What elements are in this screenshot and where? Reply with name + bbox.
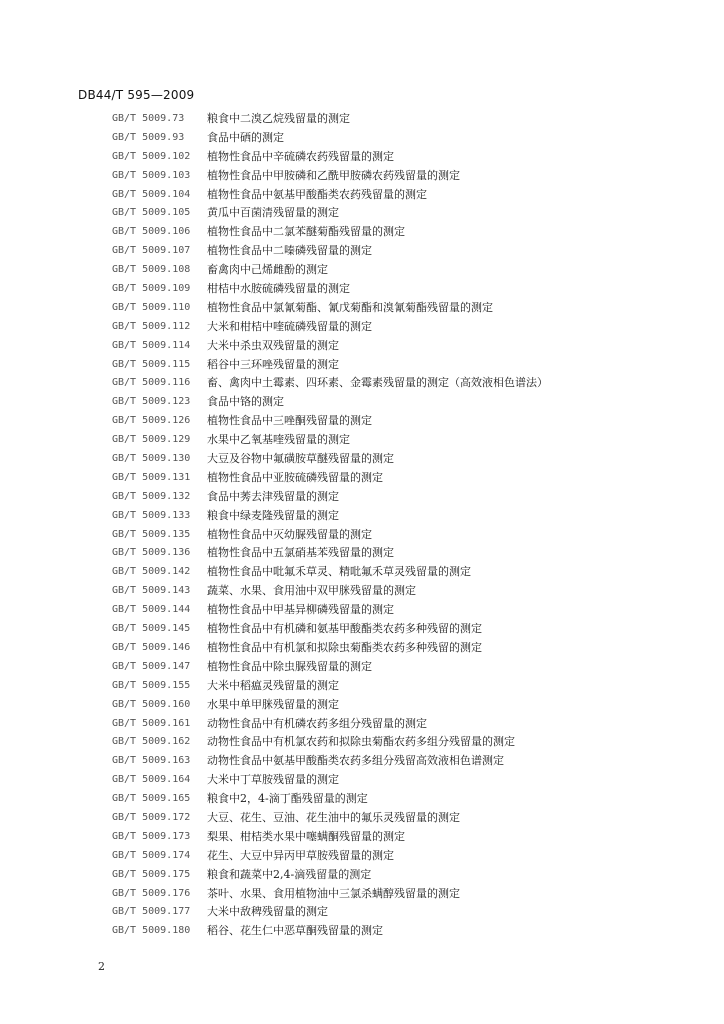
standard-item	[112, 186, 712, 205]
standard-item	[112, 771, 712, 790]
standard-item	[112, 412, 712, 431]
standard-item	[112, 337, 712, 356]
standard-item	[112, 129, 712, 148]
standard-title: 植物性食品中氨基甲酸酯类农药残留量的测定	[207, 187, 427, 201]
standard-item	[112, 280, 712, 299]
standard-code: GB/T 5009.135	[112, 528, 191, 540]
standard-title: 粮食和蔬菜中2,4-滴残留量的测定	[207, 867, 372, 881]
standard-item	[112, 299, 712, 318]
standard-code: GB/T 5009.162	[112, 736, 191, 748]
standard-code: GB/T 5009.73	[112, 113, 185, 124]
standard-code: GB/T 5009.164	[112, 774, 191, 786]
standard-title: 水果中单甲脒残留量的测定	[207, 697, 339, 711]
standard-code: GB/T 5009.114	[112, 339, 191, 351]
standard-title: 畜、禽肉中土霉素、四环素、金霉素残留量的测定（高效液相色谱法）	[207, 376, 548, 390]
standard-title: 大米中敌稗残留量的测定	[207, 905, 328, 919]
standard-title: 黄瓜中百菌清残留量的测定	[207, 206, 339, 220]
standard-code: GB/T 5009.155	[112, 679, 191, 691]
document-code-header: DB44/T 595—2009	[78, 88, 195, 102]
standard-code: GB/T 5009.143	[112, 585, 191, 597]
standard-code: GB/T 5009.146	[112, 641, 191, 653]
standard-code: GB/T 5009.176	[112, 887, 191, 899]
standard-code: GB/T 5009.105	[112, 207, 191, 219]
standard-title: 植物性食品中甲胺磷和乙酰甲胺磷农药残留量的测定	[207, 168, 460, 182]
standard-item	[112, 374, 712, 393]
standard-item	[112, 620, 712, 639]
standard-item	[112, 544, 712, 563]
standard-item	[112, 356, 712, 375]
standard-code: GB/T 5009.108	[112, 264, 191, 276]
standard-title: 植物性食品中二嗪磷残留量的测定	[207, 244, 372, 258]
standard-item	[112, 828, 712, 847]
standard-item	[112, 715, 712, 734]
standard-item	[112, 148, 712, 167]
standard-title: 蔬菜、水果、食用油中双甲脒残留量的测定	[207, 584, 416, 598]
standard-code: GB/T 5009.109	[112, 283, 191, 295]
standard-title: 食品中硒的测定	[207, 130, 284, 144]
standard-title: 植物性食品中氯氰菊酯、氰戊菊酯和溴氰菊酯残留量的测定	[207, 300, 493, 314]
standard-code: GB/T 5009.129	[112, 434, 191, 446]
standard-item	[112, 847, 712, 866]
standard-code: GB/T 5009.106	[112, 226, 191, 238]
standard-title: 大豆、花生、豆油、花生油中的氟乐灵残留量的测定	[207, 810, 460, 824]
standard-code: GB/T 5009.147	[112, 660, 191, 672]
standard-title: 粮食中绿麦隆残留量的测定	[207, 508, 339, 522]
standard-code: GB/T 5009.163	[112, 755, 191, 767]
standard-title: 梨果、柑桔类水果中噻螨酮残留量的测定	[207, 829, 405, 843]
standard-item	[112, 903, 712, 922]
standard-code: GB/T 5009.133	[112, 509, 191, 521]
standard-title: 食品中莠去津残留量的测定	[207, 489, 339, 503]
standard-item	[112, 639, 712, 658]
standard-item	[112, 922, 712, 941]
standard-item	[112, 790, 712, 809]
standard-code: GB/T 5009.102	[112, 150, 191, 162]
standard-item	[112, 318, 712, 337]
standard-title: 大米和柑桔中喹硫磷残留量的测定	[207, 319, 372, 333]
standard-item	[112, 450, 712, 469]
standard-item	[112, 488, 712, 507]
standard-title: 大米中丁草胺残留量的测定	[207, 773, 339, 787]
standard-item	[112, 809, 712, 828]
standard-code: GB/T 5009.93	[112, 131, 185, 143]
standard-title: 植物性食品中辛硫磷农药残留量的测定	[207, 149, 394, 163]
standard-title: 花生、大豆中异丙甲草胺残留量的测定	[207, 848, 394, 862]
standard-code: GB/T 5009.116	[112, 377, 191, 389]
standard-title: 动物性食品中有机磷农药多组分残留量的测定	[207, 716, 427, 730]
standard-item	[112, 677, 712, 696]
standard-title: 植物性食品中二氯苯醚菊酯残留量的测定	[207, 225, 405, 239]
standard-code: GB/T 5009.160	[112, 698, 191, 710]
standard-code: GB/T 5009.107	[112, 245, 191, 257]
standard-code: GB/T 5009.112	[112, 320, 191, 332]
standard-item	[112, 696, 712, 715]
standard-title: 稻谷、花生仁中恶草酮残留量的测定	[207, 924, 383, 938]
standard-item	[112, 223, 712, 242]
standard-title: 植物性食品中三唑酮残留量的测定	[207, 414, 372, 428]
standard-title: 茶叶、水果、食用植物油中三氯杀螨醇残留量的测定	[207, 886, 460, 900]
standard-item	[112, 658, 712, 677]
standard-title: 植物性食品中有机磷和氨基甲酸酯类农药多种残留的测定	[207, 622, 482, 636]
standard-code: GB/T 5009.103	[112, 169, 191, 181]
standard-item	[112, 110, 712, 129]
standard-title: 植物性食品中五氯硝基苯残留量的测定	[207, 546, 394, 560]
standard-title: 粮食中2，4-滴丁酯残留量的测定	[207, 792, 368, 806]
standard-item	[112, 204, 712, 223]
standard-title: 植物性食品中吡氟禾草灵、精吡氟禾草灵残留量的测定	[207, 565, 471, 579]
standard-title: 动物性食品中有机氯农药和拟除虫菊酯农药多组分残留量的测定	[207, 735, 515, 749]
standards-list	[112, 110, 712, 941]
standard-code: GB/T 5009.123	[112, 396, 191, 408]
standard-item	[112, 582, 712, 601]
page-number: 2	[98, 960, 105, 973]
standard-title: 植物性食品中甲基异柳磷残留量的测定	[207, 603, 394, 617]
standard-code: GB/T 5009.110	[112, 301, 191, 313]
standard-item	[112, 393, 712, 412]
standard-title: 柑桔中水胺硫磷残留量的测定	[207, 282, 350, 296]
standard-code: GB/T 5009.144	[112, 604, 191, 616]
standard-title: 粮食中二溴乙烷残留量的测定	[207, 112, 350, 125]
standard-code: GB/T 5009.145	[112, 623, 191, 635]
standard-title: 大豆及谷物中氟磺胺草醚残留量的测定	[207, 452, 394, 466]
standard-item	[112, 563, 712, 582]
standard-title: 植物性食品中有机氯和拟除虫菊酯类农药多种残留的测定	[207, 640, 482, 654]
standard-code: GB/T 5009.104	[112, 188, 191, 200]
standard-item	[112, 431, 712, 450]
standard-title: 动物性食品中氨基甲酸酯类农药多组分残留高效液相色谱测定	[207, 754, 504, 768]
standard-title: 畜禽肉中己烯雌酚的测定	[207, 263, 328, 277]
standard-title: 植物性食品中除虫脲残留量的测定	[207, 659, 372, 673]
standard-item	[112, 752, 712, 771]
standard-code: GB/T 5009.132	[112, 490, 191, 502]
standard-code: GB/T 5009.180	[112, 925, 191, 937]
standard-item	[112, 526, 712, 545]
standard-item	[112, 507, 712, 526]
standard-title: 食品中铬的测定	[207, 395, 284, 409]
standard-code: GB/T 5009.115	[112, 358, 191, 370]
standard-code: GB/T 5009.175	[112, 868, 191, 880]
standard-title: 植物性食品中灭幼脲残留量的测定	[207, 527, 372, 541]
standard-item	[112, 242, 712, 261]
standard-code: GB/T 5009.165	[112, 793, 191, 805]
standard-item	[112, 866, 712, 885]
standard-code: GB/T 5009.126	[112, 415, 191, 427]
standard-title: 水果中乙氧基喹残留量的测定	[207, 433, 350, 447]
standard-code: GB/T 5009.161	[112, 717, 191, 729]
standard-title: 植物性食品中亚胺硫磷残留量的测定	[207, 470, 383, 484]
standard-item	[112, 601, 712, 620]
standard-code: GB/T 5009.142	[112, 566, 191, 578]
standard-code: GB/T 5009.177	[112, 906, 191, 918]
standard-title: 稻谷中三环唑残留量的测定	[207, 357, 339, 371]
standard-code: GB/T 5009.173	[112, 830, 191, 842]
standard-title: 大米中杀虫双残留量的测定	[207, 338, 339, 352]
standard-title: 大米中稻瘟灵残留量的测定	[207, 678, 339, 692]
standard-code: GB/T 5009.130	[112, 453, 191, 465]
standard-code: GB/T 5009.136	[112, 547, 191, 559]
standard-code: GB/T 5009.172	[112, 811, 191, 823]
standard-item	[112, 885, 712, 904]
standard-code: GB/T 5009.131	[112, 471, 191, 483]
standard-item	[112, 261, 712, 280]
standard-item	[112, 733, 712, 752]
standard-code: GB/T 5009.174	[112, 849, 191, 861]
standard-item	[112, 469, 712, 488]
standard-item	[112, 167, 712, 186]
